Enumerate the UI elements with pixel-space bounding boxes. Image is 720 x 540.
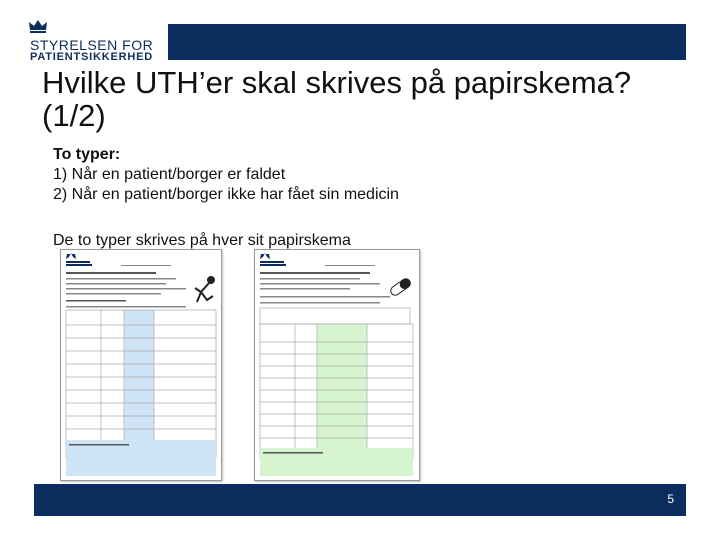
type-item-fall: 1) Når en patient/borger er faldet: [53, 166, 286, 183]
header-bar: [168, 24, 686, 60]
forms-note: De to typer skrives på hver sit papirskema: [53, 232, 351, 249]
page-number: 5: [667, 492, 674, 506]
fall-report-form-image: [61, 250, 221, 480]
slide-title: Hvilke UTH’er skal skrives på papirskema? (1/2): [42, 65, 632, 133]
logo: [28, 18, 168, 62]
medication-report-form-thumbnail: [254, 249, 420, 481]
crown-icon: [28, 18, 48, 34]
medication-report-form-image: [255, 250, 419, 480]
type-item-medicine: 2) Når en patient/borger ikke har fået sin medicin: [53, 186, 399, 203]
logo-line1: STYRELSEN FOR: [30, 37, 154, 53]
fall-report-form-thumbnail: [60, 249, 222, 481]
types-heading: To typer:: [53, 146, 121, 163]
footer-bar: [34, 484, 686, 516]
logo-line2: PATIENTSIKKERHED: [30, 51, 154, 63]
